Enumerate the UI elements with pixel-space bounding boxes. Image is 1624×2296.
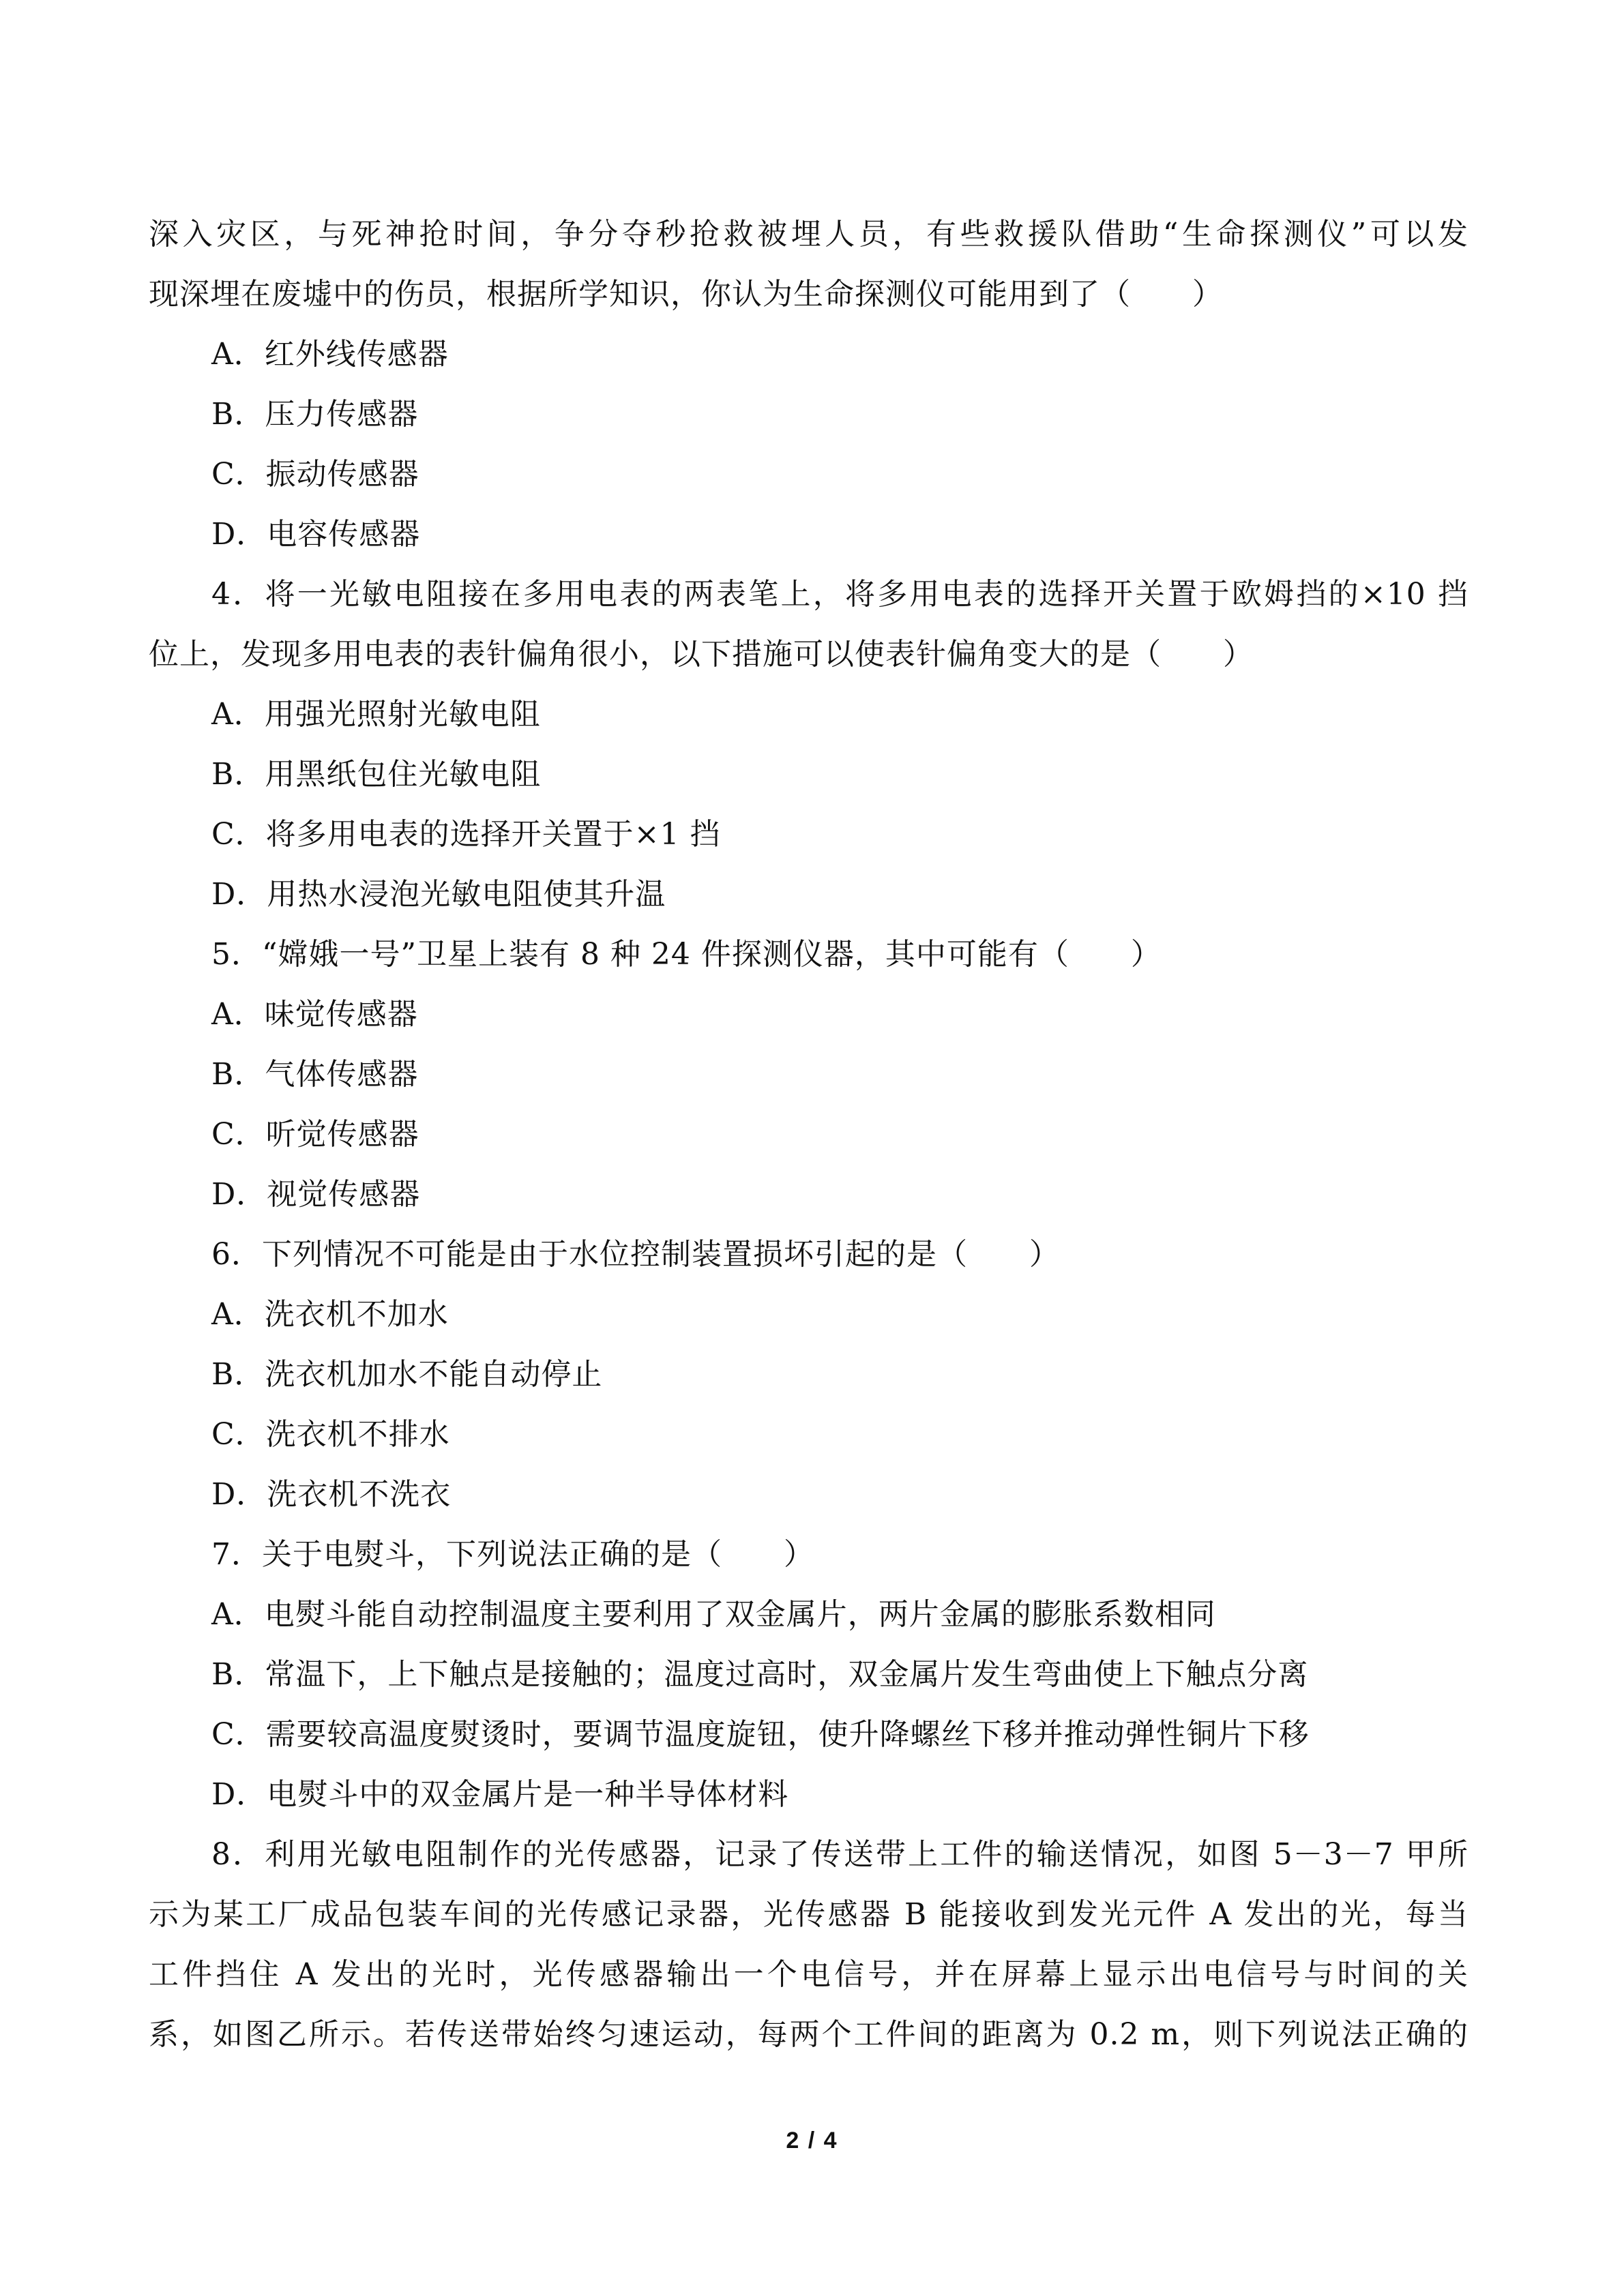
question-5: 5．“嫦娥一号”卫星上装有 8 种 24 件探测仪器，其中可能有（ ） [211,937,1162,972]
text-line: 工件挡住 A 发出的光时，光传感器输出一个电信号，并在屏幕上显示出电信号与时间的关 [149,1957,1468,1992]
text-line: 位上，发现多用电表的表针偏角很小，以下措施可以使表针偏角变大的是（ ） [149,637,1254,672]
option-c: C．振动传感器 [211,457,419,492]
option-a: A．味觉传感器 [211,997,418,1032]
option-c: C．将多用电表的选择开关置于×1 挡 [211,817,721,852]
option-d: D．用热水浸泡光敏电阻使其升温 [211,877,666,912]
option-b: B．压力传感器 [211,397,419,432]
option-b: B．常温下，上下触点是接触的；温度过高时，双金属片发生弯曲使上下触点分离 [211,1657,1309,1692]
text-line: 系，如图乙所示。若传送带始终匀速运动，每两个工件间的距离为 0.2 m，则下列说法正确的 [149,2017,1468,2052]
option-c: C．需要较高温度熨烫时，要调节温度旋钮，使升降螺丝下移并推动弹性铜片下移 [211,1717,1310,1752]
page-number: 2 / 4 [786,2128,838,2153]
question-7: 7．关于电熨斗，下列说法正确的是（ ） [211,1537,814,1572]
question-6: 6．下列情况不可能是由于水位控制装置损坏引起的是（ ） [211,1237,1060,1272]
option-a: A．洗衣机不加水 [211,1297,449,1332]
option-d: D．电容传感器 [211,517,421,552]
option-b: B．气体传感器 [211,1057,419,1092]
option-d: D．洗衣机不洗衣 [211,1477,452,1512]
option-d: D．电熨斗中的双金属片是一种半导体材料 [211,1777,789,1812]
question-4: 4．将一光敏电阻接在多用电表的两表笔上，将多用电表的选择开关置于欧姆挡的×10 挡 [211,577,1468,612]
option-a: A．红外线传感器 [211,337,449,372]
option-a: A．电熨斗能自动控制温度主要利用了双金属片，两片金属的膨胀系数相同 [211,1597,1216,1632]
text-line: 示为某工厂成品包装车间的光传感记录器，光传感器 B 能接收到发光元件 A 发出的光，每当 [149,1897,1468,1932]
question-8: 8．利用光敏电阻制作的光传感器，记录了传送带上工件的输送情况，如图 5－3－7 甲所 [211,1837,1468,1872]
option-b: B．用黑纸包住光敏电阻 [211,757,542,792]
document-body [149,205,1468,2065]
option-b: B．洗衣机加水不能自动停止 [211,1357,603,1392]
option-a: A．用强光照射光敏电阻 [211,697,541,732]
option-c: C．听觉传感器 [211,1117,419,1152]
option-c: C．洗衣机不排水 [211,1417,450,1452]
text-line: 深入灾区，与死神抢时间，争分夺秒抢救被埋人员，有些救援队借助“生命探测仪”可以发 [149,217,1468,252]
option-d: D．视觉传感器 [211,1177,421,1212]
text-line: 现深埋在废墟中的伤员，根据所学知识，你认为生命探测仪可能用到了（ ） [149,277,1223,312]
